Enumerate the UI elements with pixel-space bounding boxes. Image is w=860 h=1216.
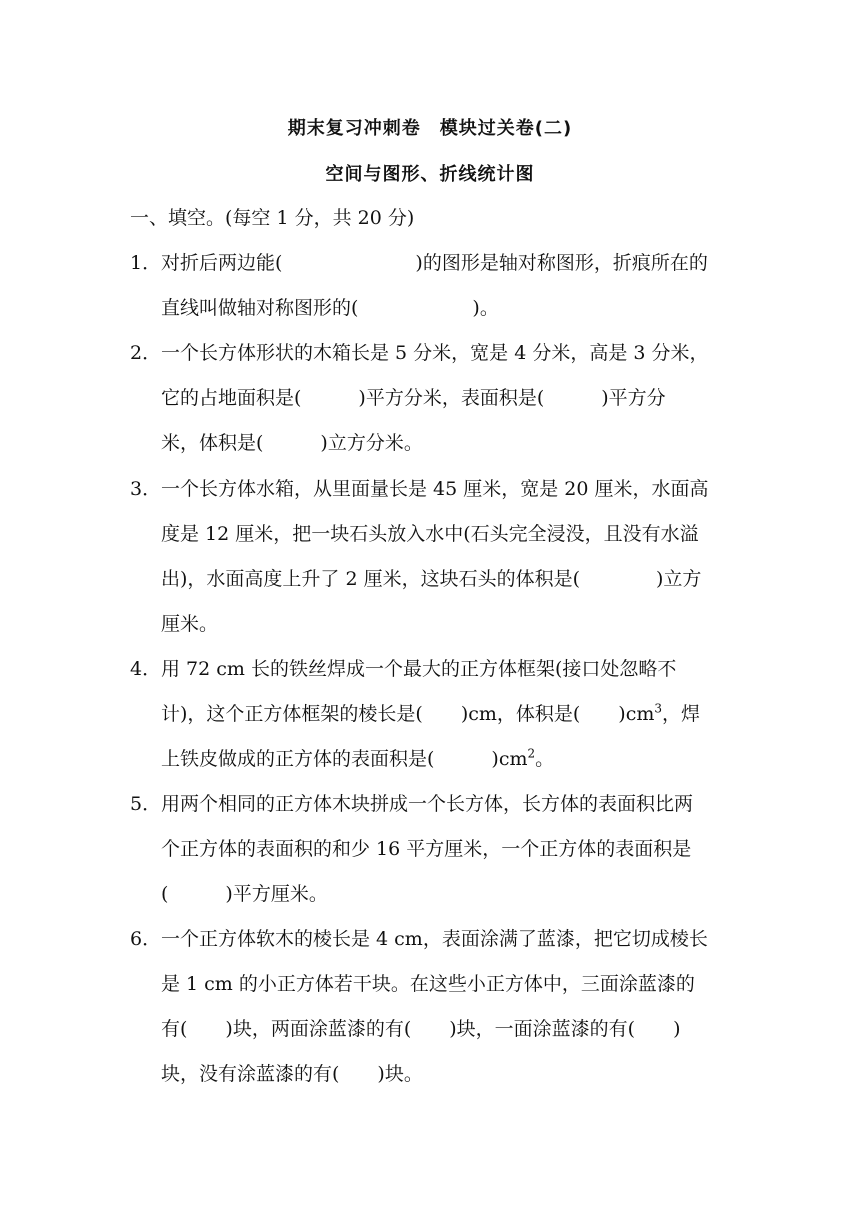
question-line: 是 1 cm 的小正方体若干块。在这些小正方体中，三面涂蓝漆的: [161, 973, 695, 995]
question-line: 它的占地面积是( )平方分米，表面积是( )平方分: [161, 387, 666, 409]
question-line: 厘米。: [161, 613, 219, 635]
question-number: 6．: [130, 928, 162, 950]
question-line-text: 计)，这个正方体框架的棱长是( )cm，体积是( )cm: [161, 703, 655, 725]
question-line: 一个正方体软木的棱长是 4 cm，表面涂满了蓝漆，把它切成棱长: [161, 928, 708, 950]
question-line: 用两个相同的正方体木块拼成一个长方体，长方体的表面积比两: [161, 793, 694, 815]
section-heading: 一、填空。(每空 1 分，共 20 分): [130, 207, 415, 229]
question-line: 对折后两边能( )的图形是轴对称图形，折痕所在的: [161, 252, 708, 274]
question-line: 用 72 cm 长的铁丝焊成一个最大的正方体框架(接口处忽略不: [161, 658, 677, 680]
page-title: 期末复习冲刺卷 模块过关卷(二): [287, 118, 573, 139]
question-line: 直线叫做轴对称图形的( )。: [161, 297, 499, 319]
question-line: 出)，水面高度上升了 2 厘米，这块石头的体积是( )立方: [161, 568, 702, 590]
question-line-text: 上铁皮做成的正方体的表面积是( )cm: [161, 748, 528, 770]
question-line: [161, 702, 700, 726]
question-line: 一个长方体水箱，从里面量长是 45 厘米，宽是 20 厘米，水面高: [161, 478, 709, 500]
question-line: 一个长方体形状的木箱长是 5 分米，宽是 4 分米，高是 3 分米，: [161, 342, 709, 364]
question-number: 3．: [130, 478, 162, 500]
question-number: 2．: [130, 342, 162, 364]
question-line: [161, 747, 554, 771]
question-line: 有( )块，两面涂蓝漆的有( )块，一面涂蓝漆的有( ): [161, 1018, 681, 1040]
question-number: 1．: [130, 252, 162, 274]
square-superscript: 2: [527, 746, 536, 761]
cube-superscript: 3: [654, 701, 663, 716]
question-line: 米，体积是( )立方分米。: [161, 432, 423, 454]
question-line: 度是 12 厘米，把一块石头放入水中(石头完全浸没，且没有水溢: [161, 523, 699, 545]
question-line: ( )平方厘米。: [161, 883, 328, 905]
question-number: 5．: [130, 793, 162, 815]
page-subtitle: 空间与图形、折线统计图: [325, 164, 535, 185]
question-line: 块，没有涂蓝漆的有( )块。: [161, 1063, 423, 1085]
question-number: 4．: [130, 658, 162, 680]
question-line-tail: ，焊: [662, 703, 701, 725]
question-line-tail: 。: [535, 748, 555, 770]
question-line: 个正方体的表面积的和少 16 平方厘米，一个正方体的表面积是: [161, 838, 692, 860]
